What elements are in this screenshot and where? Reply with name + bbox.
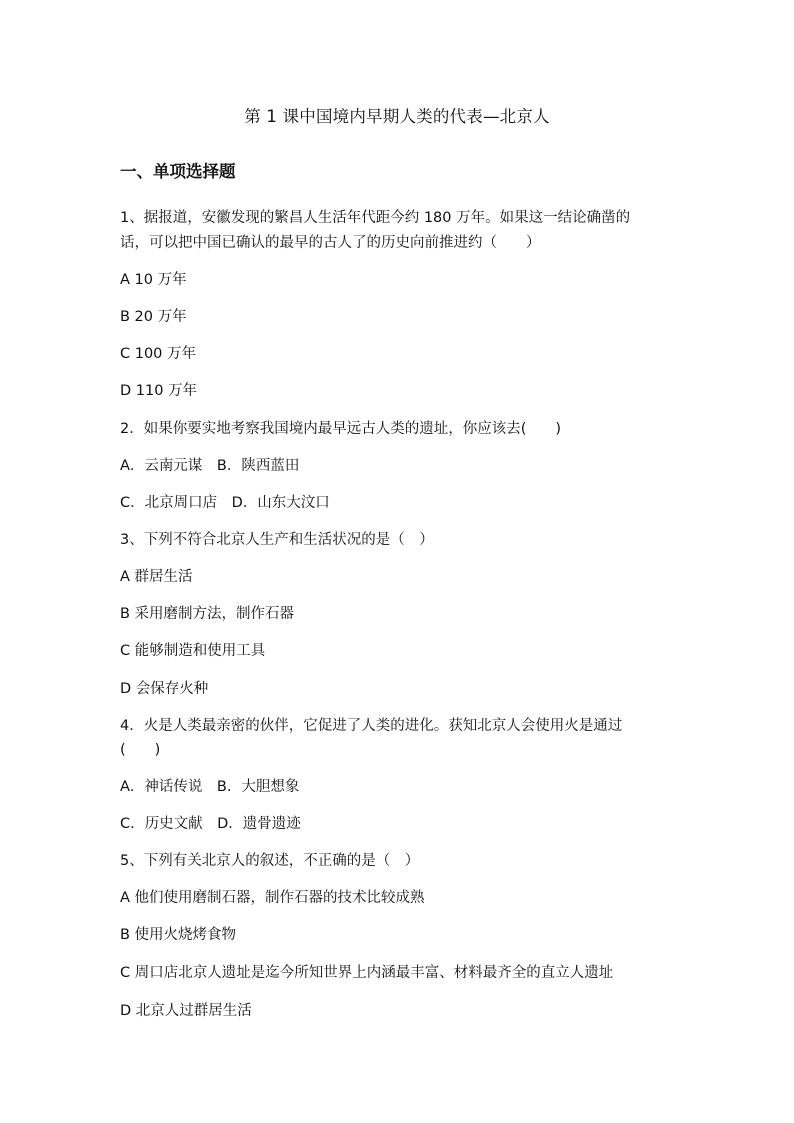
q3-option-a: A 群居生活: [120, 569, 193, 585]
q4-stem-line-2: ( ): [120, 742, 161, 758]
q2-options-cd: C．北京周口店 D．山东大汶口: [120, 495, 330, 511]
q2-options-ab: A．云南元谋 B．陕西蓝田: [120, 458, 300, 474]
q3-option-d: D 会保存火种: [120, 681, 209, 697]
q5-option-d: D 北京人过群居生活: [120, 1003, 252, 1019]
q1-option-a: A 10 万年: [120, 272, 187, 288]
q3-option-c: C 能够制造和使用工具: [120, 643, 266, 659]
q1-option-b: B 20 万年: [120, 309, 187, 325]
q2-stem: 2．如果你要实地考察我国境内最早远古人类的遗址，你应该去( ): [120, 421, 562, 437]
q5-option-a: A 他们使用磨制石器，制作石器的技术比较成熟: [120, 890, 425, 906]
section-heading: 一、单项选择题: [120, 162, 236, 181]
q4-options-cd: C．历史文献 D．遗骨遗迹: [120, 816, 301, 832]
q1-stem-line-1: 1、据报道，安徽发现的繁昌人生活年代距今约 180 万年。如果这一结论确凿的: [120, 210, 631, 226]
q4-options-ab: A．神话传说 B．大胆想象: [120, 779, 300, 795]
q5-option-c: C 周口店北京人遗址是迄今所知世界上内涵最丰富、材料最齐全的直立人遗址: [120, 965, 614, 981]
q3-option-b: B 采用磨制方法，制作石器: [120, 606, 295, 622]
q5-option-b: B 使用火烧烤食物: [120, 927, 237, 943]
q3-stem: 3、下列不符合北京人生产和生活状况的是（ ）: [120, 532, 434, 548]
q1-option-d: D 110 万年: [120, 383, 198, 399]
q4-stem-line-1: 4．火是人类最亲密的伙伴，它促进了人类的进化。获知北京人会使用火是通过: [120, 718, 623, 734]
q1-option-c: C 100 万年: [120, 346, 197, 362]
q1-stem-line-2: 话，可以把中国已确认的最早的古人了的历史向前推进约（ ）: [120, 235, 541, 251]
q5-stem: 5、下列有关北京人的叙述，不正确的是（ ）: [120, 853, 420, 869]
page-title: 第 1 课中国境内早期人类的代表—北京人: [244, 107, 550, 126]
